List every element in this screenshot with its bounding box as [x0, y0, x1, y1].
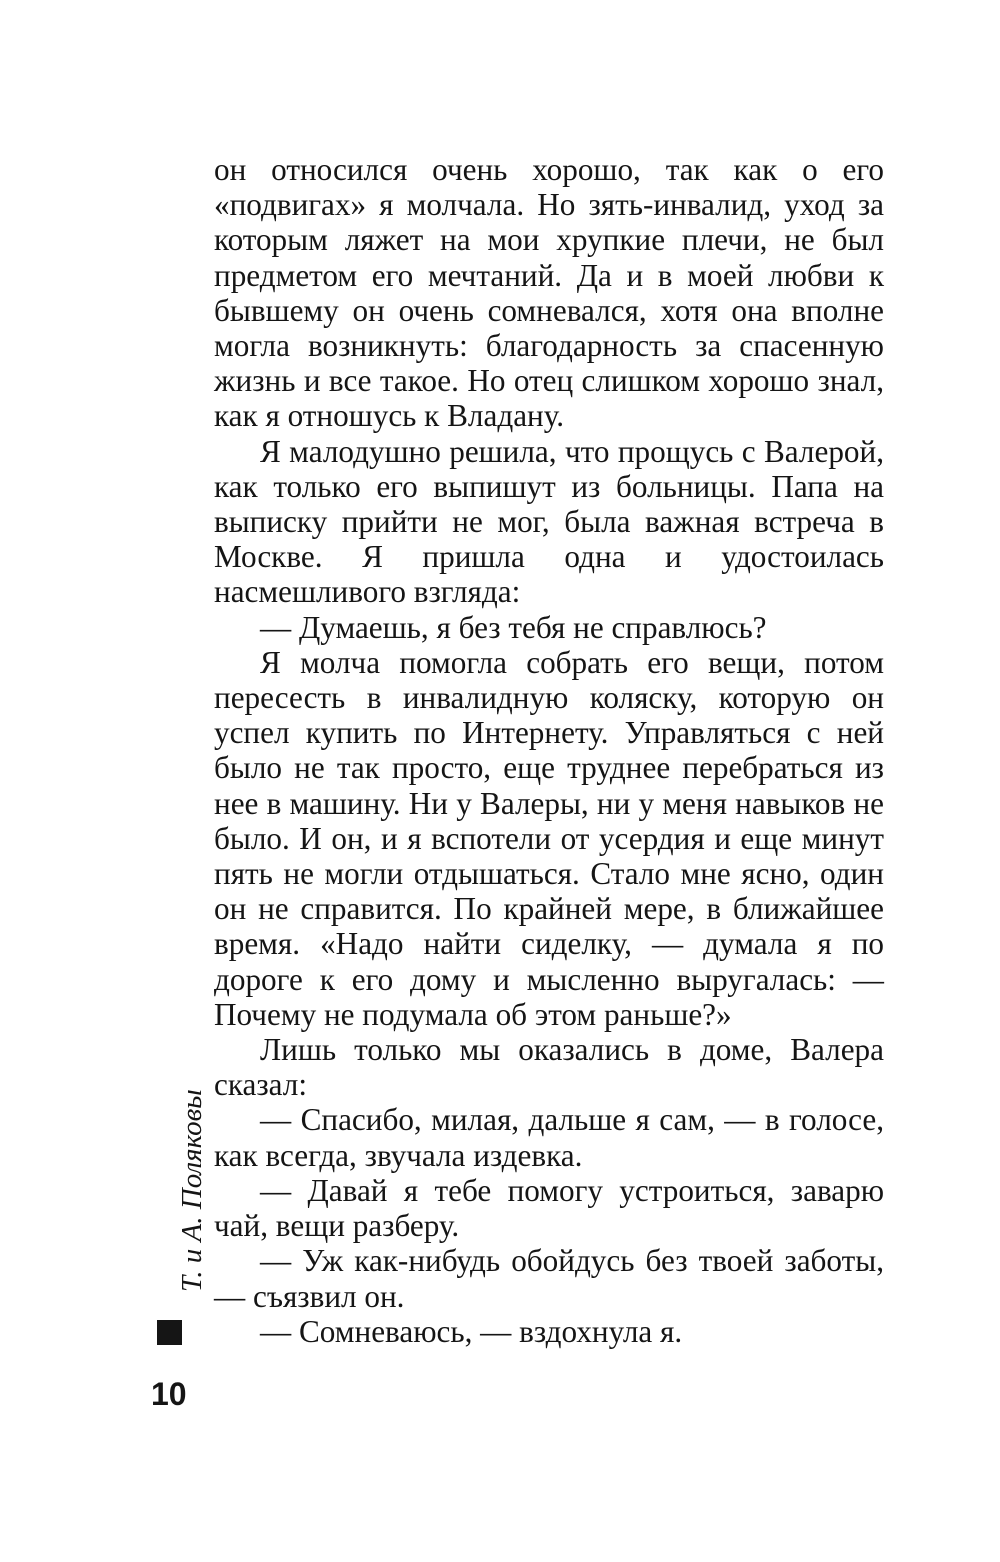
body-text	[214, 152, 884, 1349]
paragraph: он относился очень хорошо, так как о его «подвигах» я молчала. Но зять-инвалид, уход за которым ляжет на мои хрупкие плечи, не был предметом его мечтаний. Да и в моей любви к бывшему он очень сомневался, хотя она вполне могла возникнуть: благодарность за спасенную жизнь и все такое. Но отец слишком хорошо знал, как я отношусь к Владану.	[214, 152, 884, 434]
square-marker-icon	[157, 1320, 182, 1345]
dialogue-line: — Думаешь, я без тебя не справлюсь?	[260, 609, 767, 645]
page-number: 10	[151, 1376, 187, 1412]
dialogue-line: — Сомневаюсь, — вздохнула я.	[260, 1313, 683, 1349]
dialogue-line: — Спасибо, милая, дальше я сам, — в голосе, как всегда, звучала издевка.	[214, 1102, 884, 1173]
dialogue-line: — Уж как-нибудь обойдусь без твоей заботы, — съязвил он.	[214, 1243, 884, 1314]
paragraph: Я малодушно решила, что прощусь с Валерой, как только его выпишут из больницы. Папа на выписку прийти не мог, была важная встреча в Москве. Я пришла одна и удостоилась насмешливого взгляда:	[214, 433, 884, 610]
paragraph: Лишь только мы оказались в доме, Валера сказал:	[214, 1032, 884, 1103]
paragraph: Я молча помогла собрать его вещи, потом пересесть в инвалидную коляску, которую он успел купить по Интернету. Управляться с ней было не так просто, еще труднее перебраться из нее в машину. Ни у Валеры, ни у меня навыков не было. И он, и я вспотели от усердия и еще минут пять не могли отдышаться. Стало мне ясно, один он не справится. По крайней мере, в ближайшее время. «Надо найти сиделку, — думала я по дороге к его дому и мысленно выругалась: — Почему не подумала об этом раньше?»	[214, 644, 884, 1032]
dialogue-line: — Давай я тебе помогу устроиться, заварю чай, вещи разберу.	[214, 1172, 884, 1244]
running-head-author: Т. и А. Поляковы	[176, 1089, 208, 1292]
